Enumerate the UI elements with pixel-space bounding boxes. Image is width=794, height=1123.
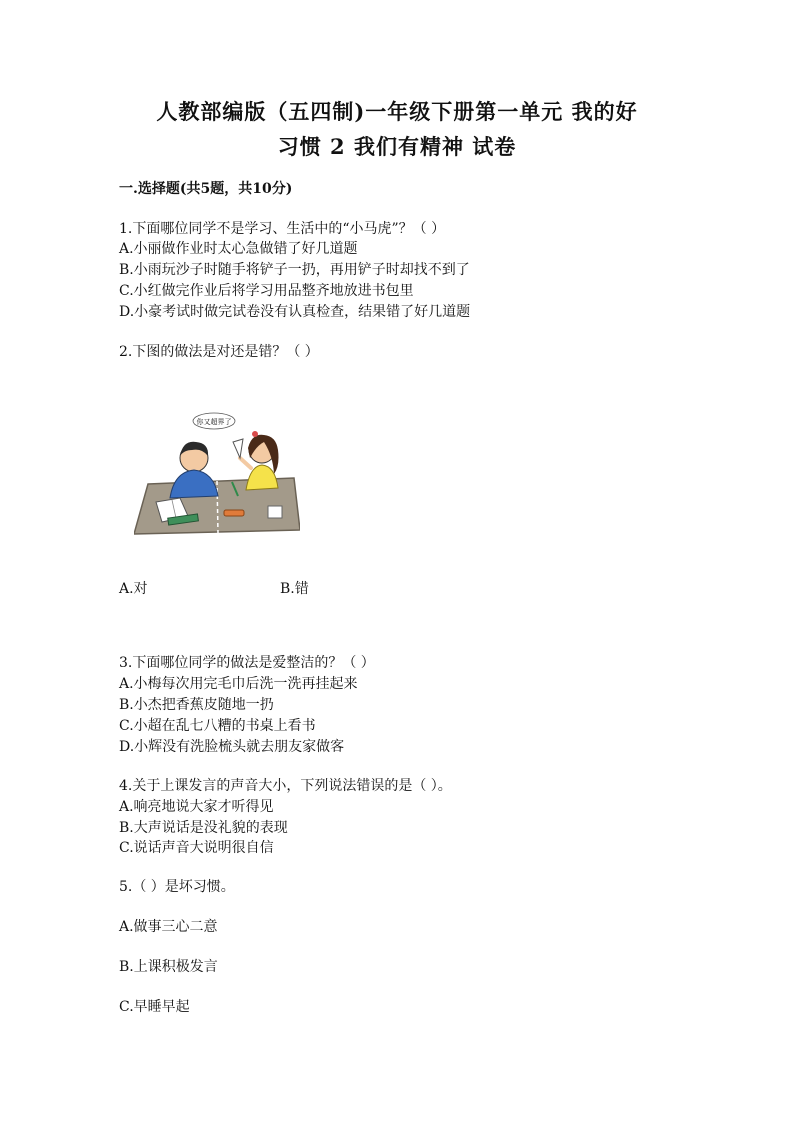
question-1-option-a[interactable]: A.小丽做作业时太心急做错了好几道题 (119, 241, 358, 257)
question-3-option-c[interactable]: C.小超在乱七八糟的书桌上看书 (119, 718, 316, 734)
question-3-stem: 3.下面哪位同学的做法是爱整洁的？（ ） (119, 655, 375, 671)
question-4-option-c[interactable]: C.说话声音大说明很自信 (119, 840, 274, 856)
question-5-option-c[interactable]: C.早睡早起 (119, 999, 190, 1015)
question-1-option-c[interactable]: C.小红做完作业后将学习用品整齐地放进书包里 (119, 283, 414, 299)
question-5-stem: 5.（ ）是坏习惯。 (119, 879, 235, 895)
question-4-option-a[interactable]: A.响亮地说大家才听得见 (119, 799, 274, 815)
question-3-option-d[interactable]: D.小辉没有洗脸梳头就去朋友家做客 (119, 739, 345, 755)
question-2-option-a[interactable]: A.对 (119, 581, 148, 597)
question-3-option-a[interactable]: A.小梅每次用完毛巾后洗一洗再挂起来 (119, 676, 358, 692)
question-4-option-b[interactable]: B.大声说话是没礼貌的表现 (119, 820, 288, 836)
question-1-stem: 1.下面哪位同学不是学习、生活中的“小马虎”？（ ） (119, 221, 446, 237)
question-5-option-a[interactable]: A.做事三心二意 (119, 919, 218, 935)
question-2-stem: 2.下图的做法是对还是错？（ ） (119, 344, 319, 360)
illustration-speech-text: 你又超界了 (196, 418, 232, 426)
section-heading: 一.选择题(共5题，共10分) (119, 181, 293, 197)
question-5-option-b[interactable]: B.上课积极发言 (119, 959, 218, 975)
question-1-option-b[interactable]: B.小雨玩沙子时随手将铲子一扔，再用铲子时却找不到了 (119, 262, 470, 278)
question-1-option-d[interactable]: D.小豪考试时做完试卷没有认真检查，结果错了好几道题 (119, 304, 471, 320)
exam-title-line-1: 人教部编版（五四制)一年级下册第一单元 我的好 (156, 99, 638, 124)
question-4-stem: 4.关于上课发言的声音大小，下列说法错误的是（ ）。 (119, 778, 452, 794)
exam-title-line-2: 习惯 2 我们有精神 试卷 (277, 134, 517, 159)
question-3-option-b[interactable]: B.小杰把香蕉皮随地一扔 (119, 697, 274, 713)
question-2-option-b[interactable]: B.错 (280, 581, 309, 597)
question-2-illustration (134, 412, 300, 536)
